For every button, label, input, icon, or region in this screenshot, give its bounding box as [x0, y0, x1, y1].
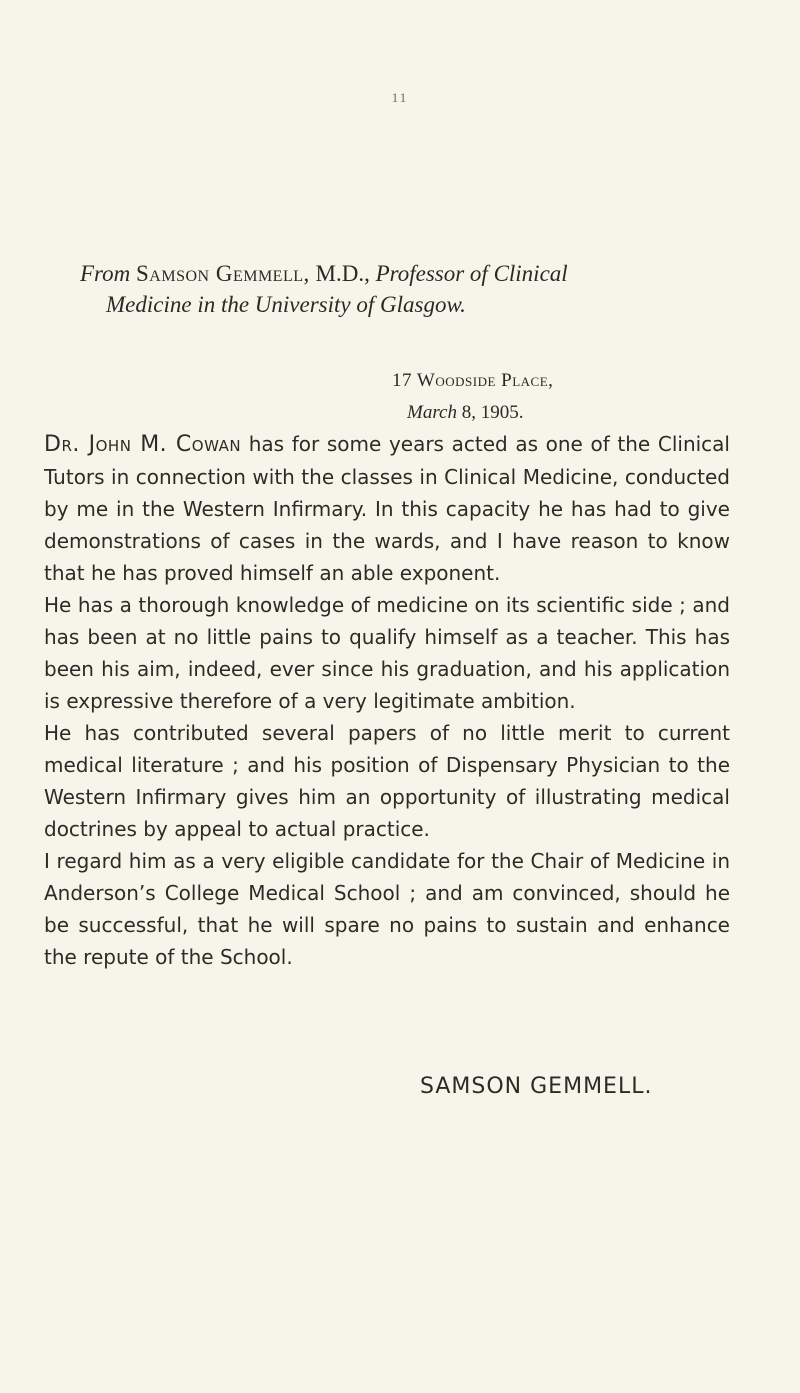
address-street: 17 Woodside Place,: [392, 370, 554, 391]
heading-line-2: Medicine in the University of Glasgow.: [106, 292, 466, 317]
letter-date: [392, 397, 553, 429]
heading-line-1: [80, 258, 720, 289]
page-number: 11: [391, 90, 409, 105]
paragraph-1: [44, 428, 730, 589]
paragraph-4: I regard him as a very eligible candidate for the Chair of Medicine in Anderson’s College Medical School ; and am convinced, should he be successful, that he will spare no pains to sustain and enhance the repute of the School.: [44, 849, 730, 969]
heading-author-name: Samson Gemmell,: [136, 261, 310, 286]
heading-title: Professor of Clinical: [375, 261, 568, 286]
heading-from: From: [80, 261, 131, 286]
signature: SAMSON GEMMELL.: [420, 1074, 653, 1099]
heading-degree: M.D.,: [315, 261, 370, 286]
paragraph-2: He has a thorough knowledge of medicine on its scientific side ; and has been at no little pains to qualify himself as a teacher. This has been his aim, indeed, ever since his graduation, and his application is expressive therefore of a very legitimate ambition.: [44, 593, 730, 713]
date-month: March: [407, 402, 457, 423]
letter-body: [44, 428, 730, 973]
paragraph-1-text: has for some years acted as one of the Clinical Tutors in connection with the classes in Clinical Medicine, conducted by me in the Western Infirmary. In this capacity he has had to give demonstrations of cases in the wards, and I have reason to know that he has proved himself an able exponent.: [44, 432, 730, 585]
paragraph-3: He has contributed several papers of no little merit to current medical literature ; and his position of Dispensary Physician to the Western Infirmary gives him an opportunity of illustrating medical doctrines by appeal to actual practice.: [44, 721, 730, 841]
date-rest: 8, 1905.: [461, 402, 524, 423]
letter-heading: [80, 258, 720, 320]
sender-address: [392, 365, 553, 429]
paragraph-1-lead: Dr. John M. Cowan: [44, 432, 242, 457]
